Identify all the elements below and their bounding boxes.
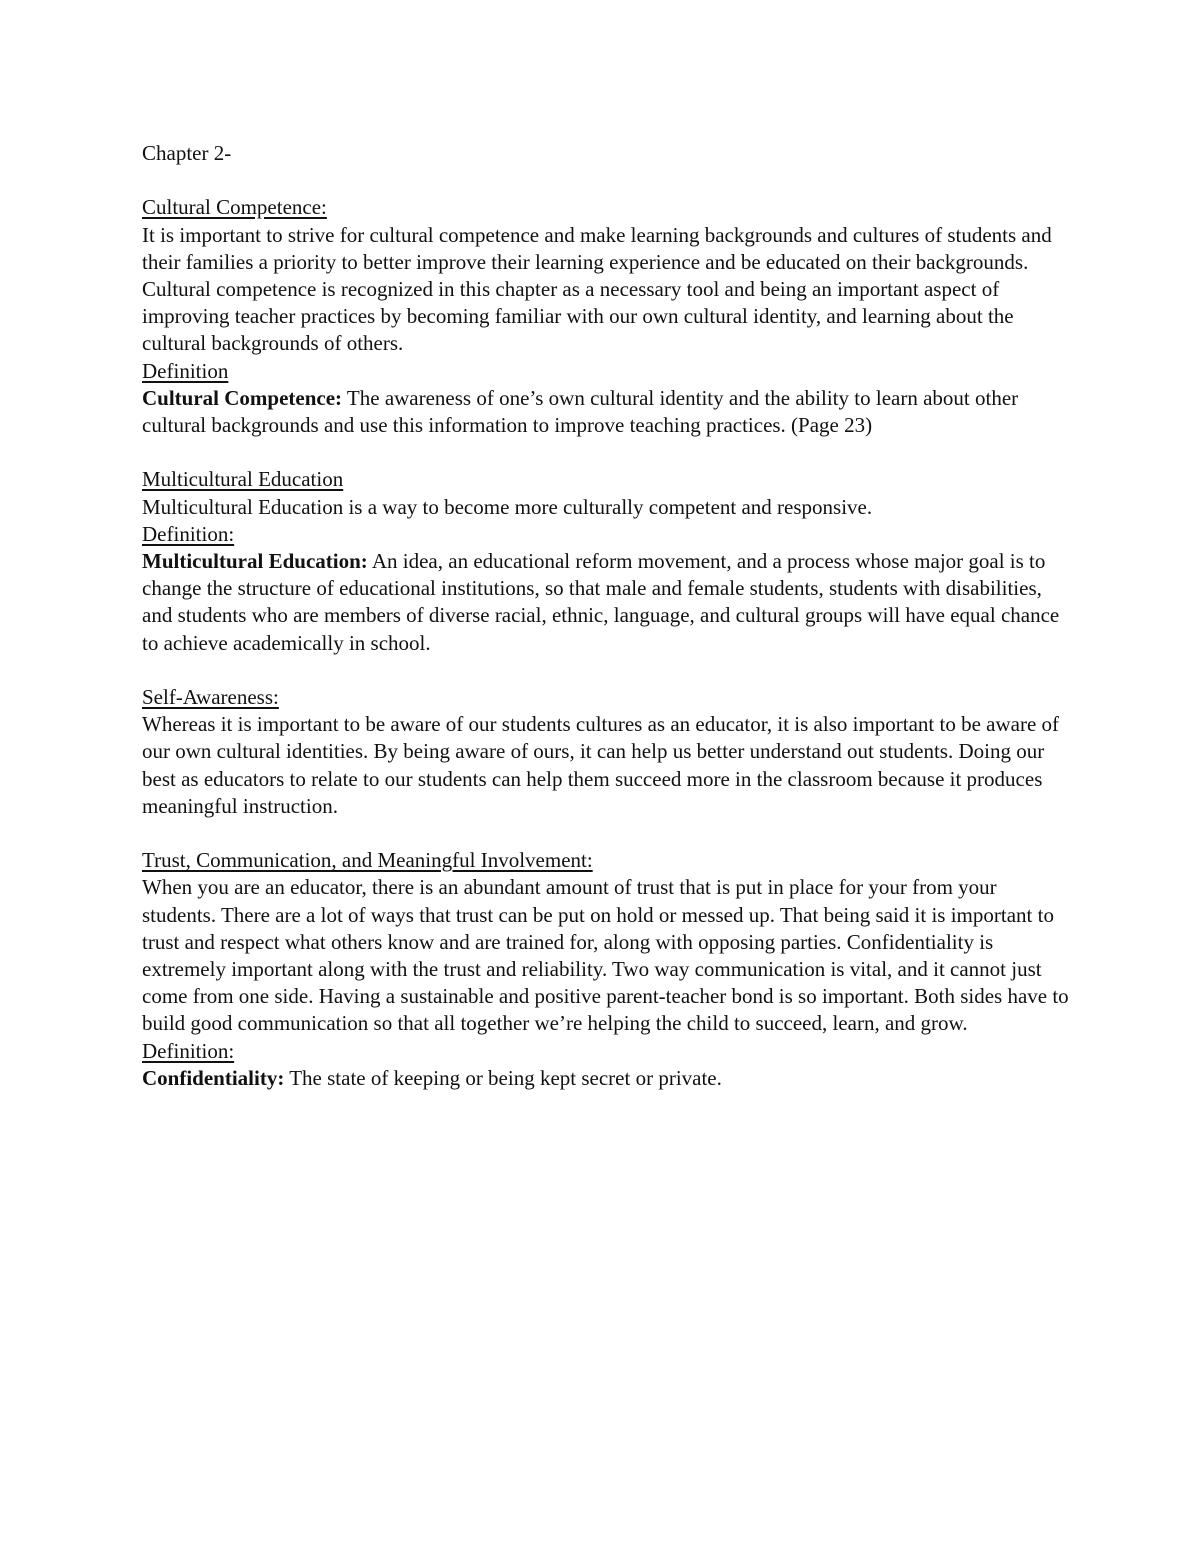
definition-heading: Definition: [142,1038,235,1063]
definition-entry [142,385,1072,439]
section-paragraph: Cultural competence is recognized in this chapter as a necessary tool and being an important aspect of improving teacher practices by becoming familiar with our own cultural identity, and learning about the cultural backgrounds of others. [142,277,1014,356]
chapter-title: Chapter 2- [142,141,232,165]
section-heading: Trust, Communication, and Meaningful Involvement: [142,848,593,873]
definition-entry [142,1065,1072,1092]
section-cultural-competence [142,194,1072,439]
section-heading: Self-Awareness: [142,685,279,710]
definition-heading: Definition: [142,521,235,546]
section-multicultural-education [142,466,1072,656]
spacer [142,657,1072,684]
section-paragraph: It is important to strive for cultural competence and make learning backgrounds and cultures of students and their families a priority to better improve their learning experience and be educated on their backgrounds. [142,222,1052,274]
definition-text: The state of keeping or being kept secret or private. [284,1065,722,1090]
section-heading: Cultural Competence: [142,195,327,220]
definition-heading: Definition [142,358,229,383]
definition-term: Cultural Competence: [142,385,343,410]
section-trust-communication [142,847,1072,1092]
spacer [142,167,1072,194]
definition-term: Multicultural Education: [142,549,368,574]
section-paragraph: Multicultural Education is a way to become more culturally competent and responsive. [142,494,873,519]
section-self-awareness [142,684,1072,820]
definition-entry [142,548,1072,657]
section-paragraph: When you are an educator, there is an abundant amount of trust that is put in place for your from your students. There are a lot of ways that trust can be put on hold or messed up. That being said it is important to trust and respect what others know and are trained for, along with opposing parties. Confidentiality is extremely important along with the trust and reliability. Two way communication is vital, and it cannot just come from one side. Having a sustainable and positive parent-teacher bond is so important. Both sides have to build good communication so that all together we’re helping the child to succeed, learn, and grow. [142,875,1069,1036]
section-paragraph: Whereas it is important to be aware of our students cultures as an educator, it is also important to be aware of our own cultural identities. By being aware of ours, it can help us better understand out students. Doing our best as educators to relate to our students can help them succeed more in the classroom because it produces meaningful instruction. [142,712,1060,818]
definition-text: An idea, an educational reform movement, and a process whose major goal is to change the structure of educational institutions, so that male and female students, students with disabilities, and students who are members of diverse racial, ethnic, language, and cultural groups will have equal chance to achieve academically in school. [142,549,1060,655]
definition-text: The awareness of one’s own cultural identity and the ability to learn about other cultural backgrounds and use this information to improve teaching practices. (Page 23) [142,385,1019,438]
definition-term: Confidentiality: [142,1065,285,1090]
spacer [142,820,1072,847]
section-heading: Multicultural Education [142,467,344,492]
spacer [142,439,1072,466]
document-page [142,140,1072,1092]
